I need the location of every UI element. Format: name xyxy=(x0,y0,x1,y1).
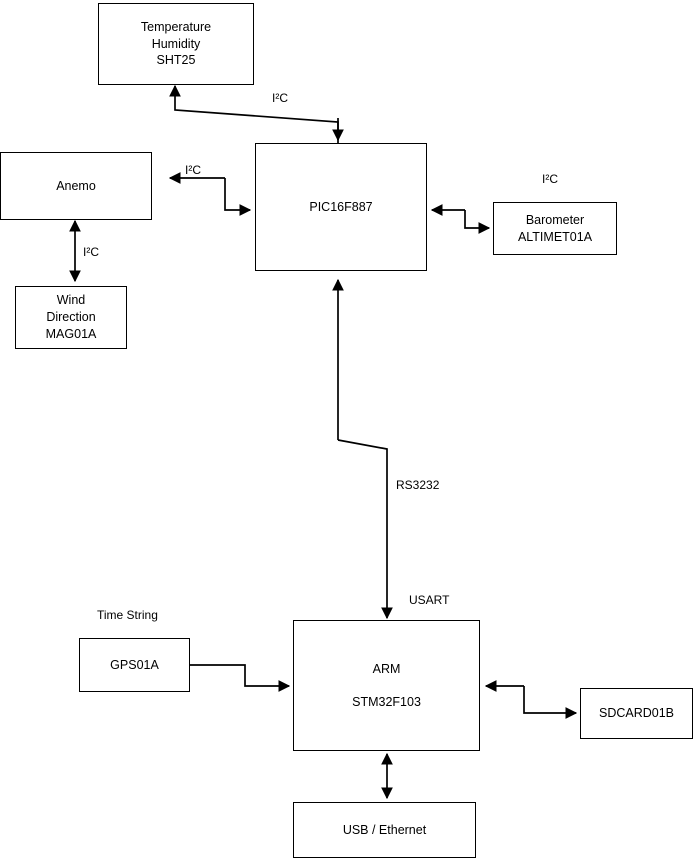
node-arm-stm32f103[interactable] xyxy=(293,620,480,751)
node-line: MAG01A xyxy=(45,326,97,341)
node-barometer-altimet01a[interactable] xyxy=(493,202,617,255)
edge-label-rs3232: RS3232 xyxy=(396,478,440,492)
edge-label-i2c-anemo: I²C xyxy=(185,163,201,177)
node-pic16f887[interactable] xyxy=(255,143,427,271)
node-line: SHT25 xyxy=(156,53,196,68)
node-line: STM32F103 xyxy=(352,694,421,709)
edge-label-i2c-sht25: I²C xyxy=(272,91,288,105)
edge-label-time-string: Time String xyxy=(97,608,158,622)
edge-label-usart: USART xyxy=(409,593,450,607)
node-sdcard01b[interactable] xyxy=(580,688,693,739)
node-line: Temperature xyxy=(140,19,212,34)
node-line: ARM xyxy=(372,661,401,676)
node-line: USB / Ethernet xyxy=(342,822,427,837)
node-line: Anemo xyxy=(56,178,96,193)
edge-label-i2c-barometer: I²C xyxy=(542,172,558,186)
node-line: Humidity xyxy=(151,36,201,51)
node-wind-direction-mag01a[interactable] xyxy=(15,286,127,349)
node-line: GPS01A xyxy=(110,657,159,672)
node-line: PIC16F887 xyxy=(309,199,373,214)
node-line: Wind xyxy=(56,293,86,308)
edge-label-i2c-mag01a: I²C xyxy=(83,245,99,259)
node-line: Barometer xyxy=(525,212,585,227)
node-line: Direction xyxy=(46,310,96,325)
node-line: SDCARD01B xyxy=(598,706,675,721)
node-line: ALTIMET01A xyxy=(517,229,593,244)
node-anemo[interactable] xyxy=(0,152,152,220)
node-temperature-humidity-sht25[interactable] xyxy=(98,3,254,85)
node-gps01a[interactable] xyxy=(79,638,190,692)
node-usb-ethernet[interactable] xyxy=(293,802,476,858)
